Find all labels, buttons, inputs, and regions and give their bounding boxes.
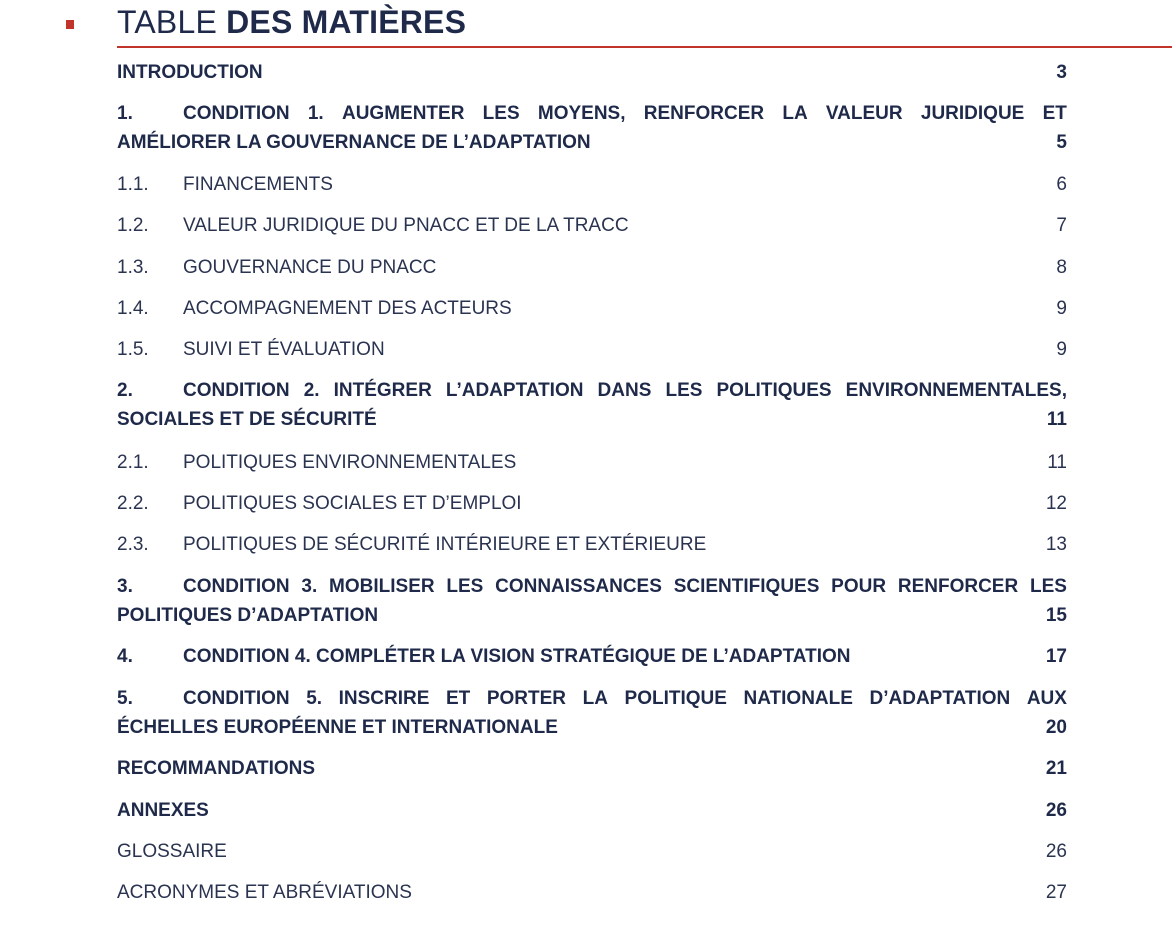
toc-label: ACCOMPAGNEMENT DES ACTEURS	[183, 298, 512, 319]
toc-label-line1: CONDITION 2. INTÉGRER L’ADAPTATION DANS LES POLITIQUES ENVIRONNEMENTALES,	[183, 380, 1067, 401]
toc-number: 2.2.	[117, 493, 149, 514]
toc-page-number: 7	[1056, 215, 1067, 236]
toc-entry-condition-2[interactable]	[117, 376, 1067, 434]
toc-label-line2: SOCIALES ET DE SÉCURITÉ	[117, 409, 377, 430]
toc-entry-condition-1[interactable]	[117, 99, 1067, 157]
toc-page-number: 6	[1056, 174, 1067, 195]
toc-label: GLOSSAIRE	[117, 841, 227, 862]
toc-label: INTRODUCTION	[117, 62, 263, 83]
toc-number: 1.	[117, 103, 133, 124]
toc-label: POLITIQUES SOCIALES ET D’EMPLOI	[183, 493, 522, 514]
toc-page-number: 17	[1045, 646, 1067, 667]
toc-label: VALEUR JURIDIQUE DU PNACC ET DE LA TRACC	[183, 215, 629, 236]
toc-number: 2.1.	[117, 452, 149, 473]
toc-entry-condition-5[interactable]	[117, 684, 1067, 742]
title-bullet-icon	[66, 20, 74, 29]
toc-page-number: 26	[1045, 841, 1067, 862]
toc-page-number: 11	[1047, 452, 1067, 473]
toc-label: GOUVERNANCE DU PNACC	[183, 257, 437, 278]
toc-label: RECOMMANDATIONS	[117, 758, 316, 779]
toc-label: SUIVI ET ÉVALUATION	[183, 339, 385, 360]
toc-label-line2: ÉCHELLES EUROPÉENNE ET INTERNATIONALE	[117, 717, 558, 738]
toc-number: 1.4.	[117, 298, 149, 319]
toc-number: 3.	[117, 576, 133, 597]
toc-label: POLITIQUES ENVIRONNEMENTALES	[183, 452, 517, 473]
title-bold: DES MATIÈRES	[226, 4, 467, 40]
toc-number: 1.5.	[117, 339, 149, 360]
toc-page-number: 27	[1045, 882, 1067, 903]
toc-page-number: 12	[1045, 493, 1067, 514]
toc-page-number: 20	[1045, 717, 1067, 738]
toc-label: FINANCEMENTS	[183, 174, 333, 195]
toc-page-number: 13	[1045, 534, 1067, 555]
toc-number: 1.3.	[117, 257, 149, 278]
toc-label-line2: POLITIQUES D’ADAPTATION	[117, 605, 379, 626]
toc-label: ANNEXES	[117, 800, 209, 821]
toc-page-number: 9	[1056, 298, 1067, 319]
toc-page-number: 21	[1045, 758, 1067, 779]
toc-page-number: 9	[1056, 339, 1067, 360]
toc-number: 2.3.	[117, 534, 149, 555]
toc-label-line1: CONDITION 5. INSCRIRE ET PORTER LA POLITIQUE NATIONALE D’ADAPTATION AUX	[183, 688, 1067, 709]
toc-entry-condition-3[interactable]	[117, 572, 1067, 630]
toc-page-number: 8	[1056, 257, 1067, 278]
toc-page-number: 11	[1046, 409, 1067, 430]
toc-label-line1: CONDITION 1. AUGMENTER LES MOYENS, RENFORCER LA VALEUR JURIDIQUE ET	[183, 103, 1067, 124]
toc-number: 4.	[117, 646, 133, 667]
toc-label-line2: AMÉLIORER LA GOUVERNANCE DE L’ADAPTATION	[117, 132, 591, 153]
toc-label: CONDITION 4. COMPLÉTER LA VISION STRATÉGIQUE DE L’ADAPTATION	[183, 646, 851, 667]
toc-number: 1.1.	[117, 174, 149, 195]
toc-page-number: 3	[1056, 62, 1067, 83]
toc-page-number: 5	[1056, 132, 1067, 153]
toc-label: POLITIQUES DE SÉCURITÉ INTÉRIEURE ET EXTÉRIEURE	[183, 534, 707, 555]
toc-number: 2.	[117, 380, 133, 401]
toc-label: ACRONYMES ET ABRÉVIATIONS	[117, 882, 412, 903]
toc-page-number: 15	[1045, 605, 1067, 626]
title-light: TABLE	[117, 4, 227, 40]
toc-page-number: 26	[1045, 800, 1067, 821]
toc-number: 1.2.	[117, 215, 149, 236]
toc-label-line1: CONDITION 3. MOBILISER LES CONNAISSANCES SCIENTIFIQUES POUR RENFORCER LES	[183, 576, 1067, 597]
toc-number: 5.	[117, 688, 133, 709]
table-of-contents	[117, 0, 1067, 945]
